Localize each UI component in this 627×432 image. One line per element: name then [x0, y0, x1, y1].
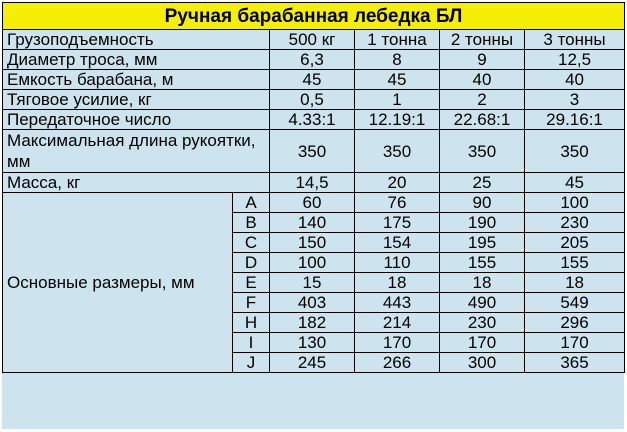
- cell-value: 18: [440, 273, 525, 293]
- dimensions-label: Основные размеры, мм: [3, 193, 233, 373]
- cell-value: 150: [270, 233, 355, 253]
- cell-value: 2: [440, 90, 525, 110]
- cell-value: 8: [355, 50, 440, 70]
- dimension-code: C: [233, 233, 270, 253]
- dimension-code: H: [233, 313, 270, 333]
- cell-value: 40: [525, 70, 625, 90]
- row-label: Масса, кг: [3, 173, 270, 193]
- cell-value: 100: [525, 193, 625, 213]
- capacity-2t: 2 тонны: [440, 30, 525, 50]
- cell-value: 14,5: [270, 173, 355, 193]
- cell-value: 90: [440, 193, 525, 213]
- table-row: [3, 173, 625, 193]
- cell-value: 40: [440, 70, 525, 90]
- cell-value: 18: [355, 273, 440, 293]
- cell-value: 490: [440, 293, 525, 313]
- cell-value: 15: [270, 273, 355, 293]
- cell-value: 76: [355, 193, 440, 213]
- row-label: Емкость барабана, м: [3, 70, 270, 90]
- cell-value: 549: [525, 293, 625, 313]
- cell-value: 175: [355, 213, 440, 233]
- capacity-label: Грузоподъемность: [3, 30, 270, 50]
- capacity-500kg: 500 кг: [270, 30, 355, 50]
- cell-value: 350: [440, 130, 525, 173]
- cell-value: 230: [525, 213, 625, 233]
- capacity-3t: 3 тонны: [525, 30, 625, 50]
- spec-sheet: [2, 2, 624, 429]
- dimension-code: E: [233, 273, 270, 293]
- row-label: Максимальная длина рукоятки, мм: [3, 130, 270, 173]
- cell-value: 110: [355, 253, 440, 273]
- cell-value: 230: [440, 313, 525, 333]
- dimension-code: B: [233, 213, 270, 233]
- dimension-code: F: [233, 293, 270, 313]
- dimension-code: D: [233, 253, 270, 273]
- cell-value: 29.16:1: [525, 110, 625, 130]
- cell-value: 443: [355, 293, 440, 313]
- cell-value: 403: [270, 293, 355, 313]
- cell-value: 170: [440, 333, 525, 353]
- cell-value: 296: [525, 313, 625, 333]
- table-row: [3, 130, 625, 173]
- table-row: [3, 110, 625, 130]
- row-label: Диаметр троса, мм: [3, 50, 270, 70]
- cell-value: 245: [270, 353, 355, 373]
- cell-value: 18: [525, 273, 625, 293]
- cell-value: 205: [525, 233, 625, 253]
- cell-value: 3: [525, 90, 625, 110]
- cell-value: 6,3: [270, 50, 355, 70]
- table-row: [3, 90, 625, 110]
- cell-value: 130: [270, 333, 355, 353]
- title-row: [3, 3, 625, 30]
- winch-spec-table: [2, 2, 625, 373]
- capacity-row: [3, 30, 625, 50]
- dimension-row: [3, 193, 625, 213]
- cell-value: 140: [270, 213, 355, 233]
- cell-value: 45: [355, 70, 440, 90]
- cell-value: 214: [355, 313, 440, 333]
- cell-value: 25: [440, 173, 525, 193]
- cell-value: 45: [270, 70, 355, 90]
- row-label: Тяговое усилие, кг: [3, 90, 270, 110]
- cell-value: 20: [355, 173, 440, 193]
- cell-value: 1: [355, 90, 440, 110]
- cell-value: 12.19:1: [355, 110, 440, 130]
- cell-value: 350: [525, 130, 625, 173]
- row-label: Передаточное число: [3, 110, 270, 130]
- cell-value: 0,5: [270, 90, 355, 110]
- dimension-code: A: [233, 193, 270, 213]
- capacity-1t: 1 тонна: [355, 30, 440, 50]
- cell-value: 365: [525, 353, 625, 373]
- cell-value: 195: [440, 233, 525, 253]
- dimension-code: I: [233, 333, 270, 353]
- cell-value: 12,5: [525, 50, 625, 70]
- cell-value: 170: [355, 333, 440, 353]
- cell-value: 170: [525, 333, 625, 353]
- cell-value: 155: [440, 253, 525, 273]
- cell-value: 4.33:1: [270, 110, 355, 130]
- cell-value: 190: [440, 213, 525, 233]
- table-row: [3, 50, 625, 70]
- cell-value: 300: [440, 353, 525, 373]
- table-title: Ручная барабанная лебедка БЛ: [3, 3, 625, 30]
- table-row: [3, 70, 625, 90]
- cell-value: 9: [440, 50, 525, 70]
- cell-value: 155: [525, 253, 625, 273]
- cell-value: 100: [270, 253, 355, 273]
- cell-value: 60: [270, 193, 355, 213]
- dimension-code: J: [233, 353, 270, 373]
- cell-value: 350: [355, 130, 440, 173]
- cell-value: 22.68:1: [440, 110, 525, 130]
- cell-value: 266: [355, 353, 440, 373]
- cell-value: 182: [270, 313, 355, 333]
- cell-value: 45: [525, 173, 625, 193]
- cell-value: 154: [355, 233, 440, 253]
- cell-value: 350: [270, 130, 355, 173]
